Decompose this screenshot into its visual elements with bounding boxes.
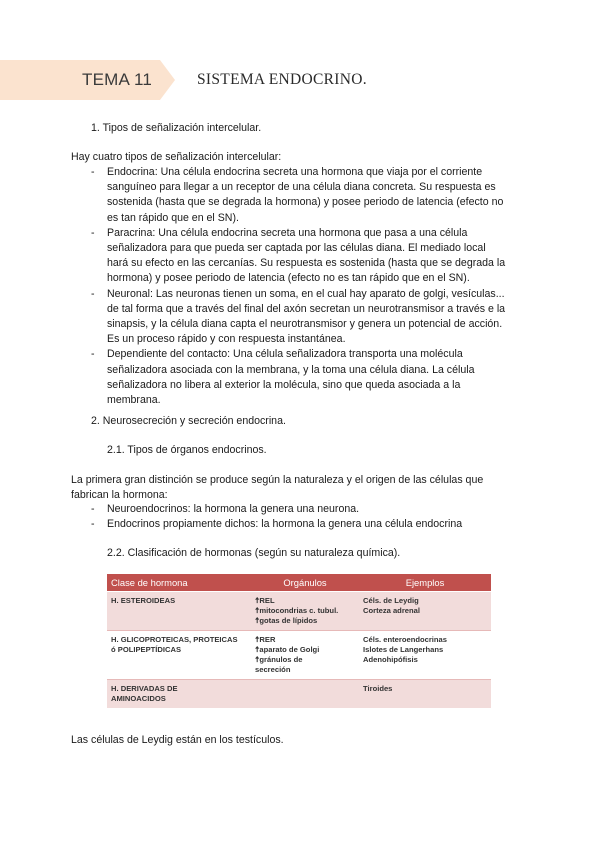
- list-bullet: -: [91, 503, 95, 515]
- up-arrow-icon: 🠅: [255, 635, 260, 644]
- list-item-line: Neuronal: Las neuronas tienen un soma, en el cual hay aparato de golgi, vesículas...: [107, 287, 505, 300]
- cell-line: [255, 655, 355, 665]
- cell-line: Corteza adrenal: [363, 606, 420, 615]
- cell-ejemplos: [359, 592, 491, 631]
- up-arrow-icon: 🠅: [255, 655, 260, 664]
- list-bullet: -: [91, 166, 95, 178]
- cell-text: REL: [259, 596, 275, 605]
- tema-number: TEMA 11: [82, 70, 153, 89]
- footer-note: Las células de Leydig están en los testículos.: [71, 734, 284, 746]
- cell-line: Adenohipófisis: [363, 655, 418, 664]
- cell-line: Islotes de Langerhans: [363, 645, 444, 654]
- list-item-line: es tan rápido que en el SN).: [107, 211, 239, 224]
- hormone-table: [107, 574, 491, 708]
- list-item-line: membrana.: [107, 394, 161, 406]
- section-2-1-heading: 2.1. Tipos de órganos endocrinos.: [107, 444, 267, 456]
- cell-line: [255, 635, 355, 645]
- cell-organulos: [251, 680, 359, 709]
- cell-text: RER: [259, 635, 276, 644]
- up-arrow-icon: 🠅: [255, 645, 260, 654]
- list-item: [107, 287, 505, 348]
- cell-line: [255, 606, 355, 616]
- cell-line: [255, 665, 355, 675]
- section-2-2-heading: 2.2. Clasificación de hormonas (según su naturaleza química).: [107, 547, 401, 559]
- list-item-line: Paracrina: Una célula endocrina secreta una hormona que pasa a una célula: [107, 226, 468, 239]
- list-bullet: -: [91, 226, 95, 239]
- section-2-heading: 2. Neurosecreción y secreción endocrina.: [91, 415, 286, 427]
- list-item-line: sostenida (hasta que se degrada la hormona) y posee periodo de latencia (efecto no: [107, 196, 504, 209]
- cell-text: gotas de lípidos: [259, 616, 318, 625]
- cell-organulos: [251, 592, 359, 631]
- table-row: [107, 631, 491, 680]
- cell-ejemplos: [359, 680, 491, 709]
- cell-line: ó POLIPEPTÍDICAS: [111, 645, 182, 654]
- up-arrow-icon: 🠅: [255, 606, 260, 615]
- cell-text: secreción: [255, 665, 291, 674]
- list-bullet: -: [91, 518, 95, 531]
- up-arrow-icon: 🠅: [255, 616, 260, 625]
- list-item-line: señalizadora asociada con la membrana, y la toma una célula diana. La célula: [107, 363, 475, 376]
- cell-clase: [107, 680, 251, 709]
- cell-line: H. GLICOPROTEICAS, PROTEICAS: [111, 635, 238, 644]
- cell-line: [255, 596, 355, 606]
- list-item-line: hormona) y posee periodo de latencia (efecto no es tan rápido que en el SN).: [107, 272, 470, 285]
- cell-line: H. DERIVADAS DE: [111, 684, 178, 693]
- distincion-paragraph: [71, 473, 483, 503]
- cell-clase: [107, 592, 251, 631]
- paragraph-line: La primera gran distinción se produce según la naturaleza y el origen de las células que: [71, 474, 484, 486]
- cell-line: Céls. enteroendocrinas: [363, 635, 447, 644]
- cell-line: Céls. de Leydig: [363, 596, 419, 605]
- list-item: [107, 226, 505, 287]
- cell-text: gránulos de: [259, 655, 303, 664]
- list-item-line: señalizadora para que pueda ser captada por las células diana. El mediado local: [107, 242, 486, 254]
- list-item-line: Es un proceso rápido y con respuesta instantánea.: [107, 333, 346, 346]
- cell-line: Tiroides: [363, 684, 393, 693]
- table-header-ejemplos: Ejemplos: [359, 574, 491, 592]
- cell-text: mitocondrias c. tubul.: [259, 606, 339, 615]
- list-item-line: sanguíneo para llegar a un receptor de una célula diana concreta. Su respuesta es: [107, 181, 496, 194]
- up-arrow-icon: 🠅: [255, 596, 260, 605]
- section-1-heading: 1. Tipos de señalización intercelular.: [91, 122, 262, 134]
- list-item: Endocrinos propiamente dichos: la hormona la genera una célula endocrina: [107, 518, 463, 531]
- list-item-line: de tal forma que a través del final del axón secretan un neurotransmisor a través e la: [107, 302, 506, 315]
- list-item-line: Endocrina: Una célula endocrina secreta una hormona que viaja por el corriente: [107, 166, 483, 178]
- list-item: Neuroendocrinos: la hormona la genera una neurona.: [107, 503, 360, 515]
- list-item-line: hará su efecto en las cercanías. Su respuesta es sostenida (hasta que se degrada la: [107, 257, 506, 270]
- intro-text: Hay cuatro tipos de señalización intercelular:: [71, 151, 282, 163]
- table-header-organulos: Orgánulos: [251, 574, 359, 592]
- table-row: [107, 592, 491, 631]
- cell-ejemplos: [359, 631, 491, 680]
- list-item-line: sinapsis, y la célula diana capta el neurotransmisor y genera un potencial de acción.: [107, 318, 503, 330]
- list-bullet: -: [91, 287, 95, 300]
- cell-text: aparato de Golgi: [259, 645, 320, 654]
- cell-line: [255, 616, 355, 626]
- list-item: [107, 347, 474, 408]
- table-row: [107, 680, 491, 709]
- cell-clase: [107, 631, 251, 680]
- cell-line: H. ESTEROIDEAS: [111, 596, 176, 605]
- cell-organulos: [251, 631, 359, 680]
- page-title: SISTEMA ENDOCRINO.: [197, 71, 367, 88]
- table-header-clase: Clase de hormona: [107, 574, 251, 592]
- paragraph-line: fabrican la hormona:: [71, 489, 168, 502]
- cell-line: AMINOACIDOS: [111, 694, 166, 703]
- cell-line: [255, 645, 355, 655]
- list-bullet: -: [91, 348, 95, 361]
- list-item-line: Dependiente del contacto: Una célula señalizadora transporta una molécula: [107, 348, 463, 361]
- list-item-line: señalizadora no libera al exterior la molécula, sino que queda asociada a la: [107, 378, 461, 391]
- list-item: [107, 165, 503, 226]
